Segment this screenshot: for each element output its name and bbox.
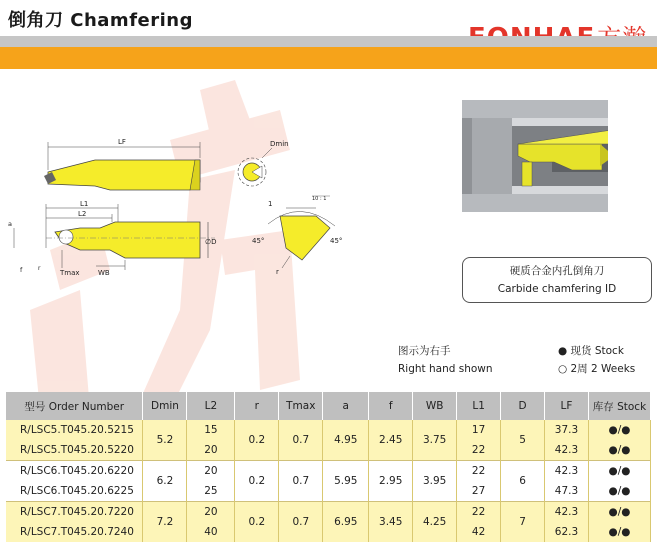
header-a: a: [323, 392, 369, 420]
spec-table: [6, 392, 651, 542]
hand-note-en: Right hand shown: [398, 363, 493, 375]
tool-side-view: [8, 200, 217, 277]
cell-wb: 3.75: [413, 420, 457, 461]
cell-order-number: R/LSC6.T045.20.6220: [6, 461, 143, 482]
technical-drawing: [0, 120, 370, 290]
tip-detail: [252, 200, 342, 276]
dim-label-one: 1: [268, 200, 273, 208]
header-r: r: [235, 392, 279, 420]
cell-d: 7: [501, 502, 545, 543]
cell-stock: ●/●: [588, 461, 650, 482]
cell-l2: 25: [187, 481, 235, 502]
dim-label-wb: WB: [98, 269, 110, 277]
caption-en: Carbide chamfering ID: [497, 283, 617, 295]
cell-l2: 15: [187, 420, 235, 440]
header-stock: 库存 Stock: [588, 392, 650, 420]
dim-label-l2: L2: [78, 210, 87, 218]
cell-l2: 40: [187, 522, 235, 542]
cell-f: 2.45: [369, 420, 413, 461]
cell-r: 0.2: [235, 502, 279, 543]
cell-stock: ●/●: [588, 440, 650, 461]
tool-end-view: [238, 140, 330, 202]
cell-tmax: 0.7: [279, 461, 323, 502]
hand-note: [398, 342, 493, 378]
cell-order-number: R/LSC5.T045.20.5220: [6, 440, 143, 461]
cell-l2: 20: [187, 461, 235, 482]
cell-stock: ●/●: [588, 502, 650, 523]
table-row: [6, 461, 651, 482]
dim-label-l1: L1: [80, 200, 89, 208]
dim-label-a: a: [8, 220, 12, 228]
cell-order-number: R/LSC6.T045.20.6225: [6, 481, 143, 502]
cell-l2: 20: [187, 502, 235, 523]
cell-a: 5.95: [323, 461, 369, 502]
dim-label-d: ∅D: [205, 238, 217, 246]
scale-label: 10 : 1: [312, 196, 327, 202]
cell-tmax: 0.7: [279, 420, 323, 461]
cell-wb: 4.25: [413, 502, 457, 543]
stock-legend-now: ● 现货 Stock: [558, 345, 624, 357]
cell-lf: 42.3: [545, 502, 589, 523]
stock-legend-2weeks: ○ 2周 2 Weeks: [558, 363, 636, 375]
cell-r: 0.2: [235, 420, 279, 461]
header-l1: L1: [457, 392, 501, 420]
cell-lf: 37.3: [545, 420, 589, 440]
cell-lf: 42.3: [545, 461, 589, 482]
product-caption-box: [462, 257, 652, 303]
cell-wb: 3.95: [413, 461, 457, 502]
dim-label-f: f: [20, 266, 23, 274]
cell-order-number: R/LSC7.T045.20.7240: [6, 522, 143, 542]
header-d: D: [501, 392, 545, 420]
header-f: f: [369, 392, 413, 420]
cell-l1: 17: [457, 420, 501, 440]
cell-d: 6: [501, 461, 545, 502]
cell-r: 0.2: [235, 461, 279, 502]
header-dmin: Dmin: [143, 392, 187, 420]
header-band-orange: [0, 47, 657, 69]
cell-a: 6.95: [323, 502, 369, 543]
angle-label-left: 45°: [252, 237, 265, 245]
cell-order-number: R/LSC7.T045.20.7220: [6, 502, 143, 523]
cell-f: 2.95: [369, 461, 413, 502]
cell-f: 3.45: [369, 502, 413, 543]
tool-top-view: [44, 138, 200, 190]
cell-dmin: 6.2: [143, 461, 187, 502]
cell-l1: 22: [457, 461, 501, 482]
dim-label-r-tip: r: [276, 268, 279, 276]
table-row: [6, 502, 651, 523]
cell-tmax: 0.7: [279, 502, 323, 543]
header-lf: LF: [545, 392, 589, 420]
cell-lf: 47.3: [545, 481, 589, 502]
caption-cn: 硬质合金内孔倒角刀: [509, 265, 605, 277]
dim-label-tmax: Tmax: [60, 269, 80, 277]
angle-label-right: 45°: [330, 237, 343, 245]
page-title: 倒角刀 Chamfering: [8, 10, 193, 31]
cell-l1: 22: [457, 502, 501, 523]
header-l2: L2: [187, 392, 235, 420]
hand-note-cn: 图示为右手: [398, 345, 451, 357]
cell-stock: ●/●: [588, 522, 650, 542]
header-order-number: 型号 Order Number: [6, 392, 143, 420]
cell-lf: 42.3: [545, 440, 589, 461]
product-photo: [462, 100, 608, 212]
cell-a: 4.95: [323, 420, 369, 461]
dim-label-r-side: r: [38, 265, 41, 272]
cell-dmin: 5.2: [143, 420, 187, 461]
cell-lf: 62.3: [545, 522, 589, 542]
cell-d: 5: [501, 420, 545, 461]
cell-dmin: 7.2: [143, 502, 187, 543]
cell-l1: 27: [457, 481, 501, 502]
header-wb: WB: [413, 392, 457, 420]
cell-order-number: R/LSC5.T045.20.5215: [6, 420, 143, 440]
dim-label-dmin: Dmin: [270, 140, 289, 148]
header-band-grey: [0, 36, 657, 47]
table-header-row: [6, 392, 651, 420]
cell-l1: 22: [457, 440, 501, 461]
dim-label-lf: LF: [118, 138, 126, 146]
cell-l2: 20: [187, 440, 235, 461]
cell-stock: ●/●: [588, 481, 650, 502]
cell-stock: ●/●: [588, 420, 650, 440]
header-tmax: Tmax: [279, 392, 323, 420]
stock-legend: [558, 342, 635, 378]
table-row: [6, 420, 651, 440]
cell-l1: 42: [457, 522, 501, 542]
